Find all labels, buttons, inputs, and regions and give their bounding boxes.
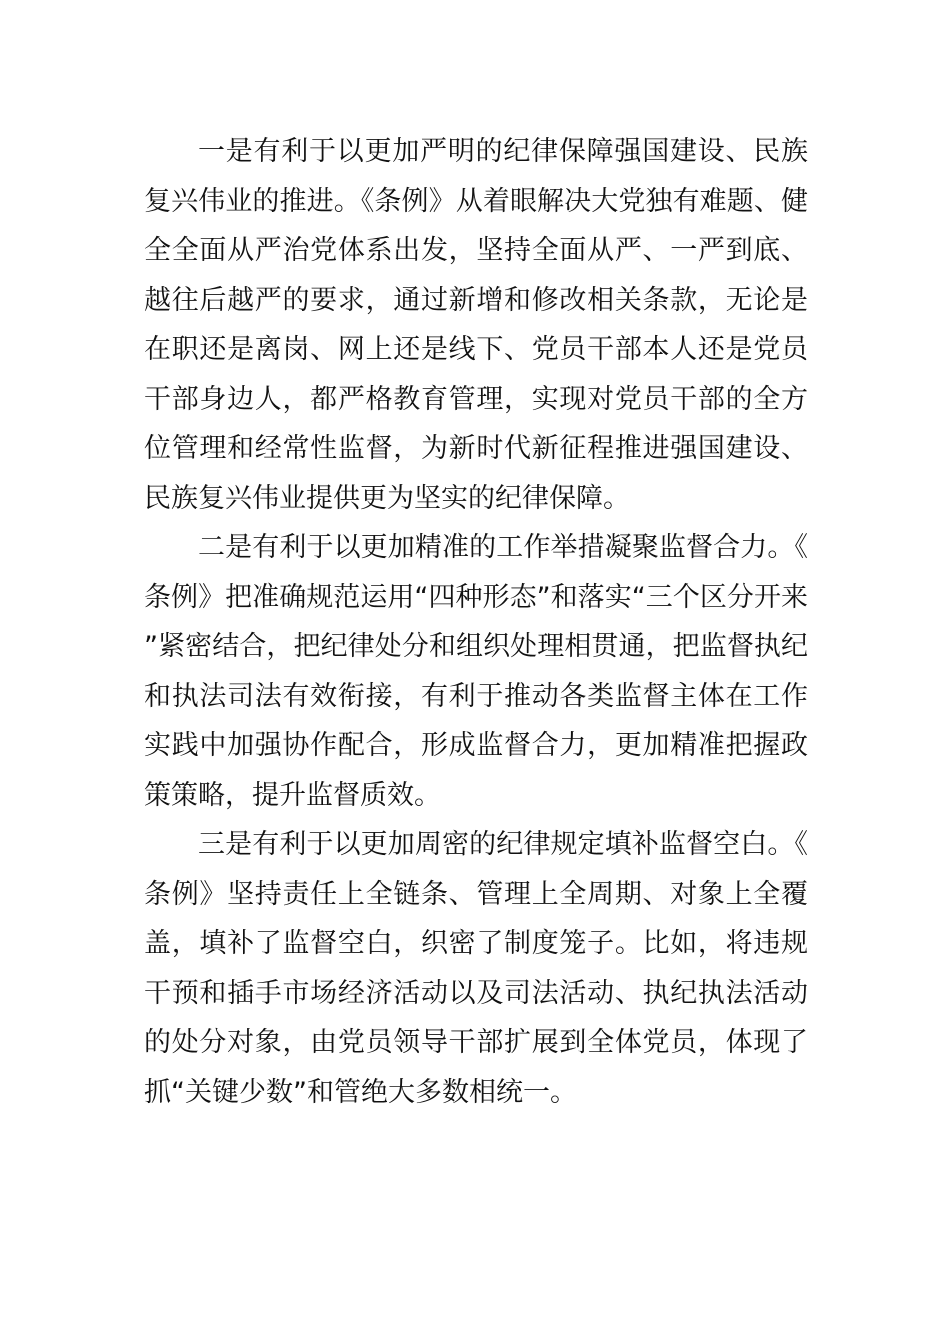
paragraph-1: 一是有利于以更加严明的纪律保障强国建设、民族复兴伟业的推进。《条例》从着眼解决大党独有难题、健全全面从严治党体系出发，坚持全面从严、一严到底、越往后越严的要求，通过新增和修改相关条款，无论是在职还是离岗、网上还是线下、党员干部本人还是党员干部身边人，都严格教育管理，实现对党员干部的全方位管理和经常性监督，为新时代新征程推进强国建设、民族复兴伟业提供更为坚实的纪律保障。 (144, 136, 808, 514)
paragraph-2: 二是有利于以更加精准的工作举措凝聚监督合力。《条例》把准确规范运用“四种形态”和落实“三个区分开来”紧密结合，把纪律处分和组织处理相贯通，把监督执纪和执法司法有效衔接，有利于推动各类监督主体在工作实践中加强协作配合，形成监督合力，更加精准把握政策策略，提升监督质效。 (144, 532, 808, 811)
paragraph-3: 三是有利于以更加周密的纪律规定填补监督空白。《条例》坚持责任上全链条、管理上全周期、对象上全覆盖，填补了监督空白，织密了制度笼子。比如，将违规干预和插手市场经济活动以及司法活动、执纪执法活动的处分对象，由党员领导干部扩展到全体党员，体现了抓“关键少数”和管绝大多数相统一。 (144, 829, 808, 1108)
document-body (144, 127, 808, 1117)
